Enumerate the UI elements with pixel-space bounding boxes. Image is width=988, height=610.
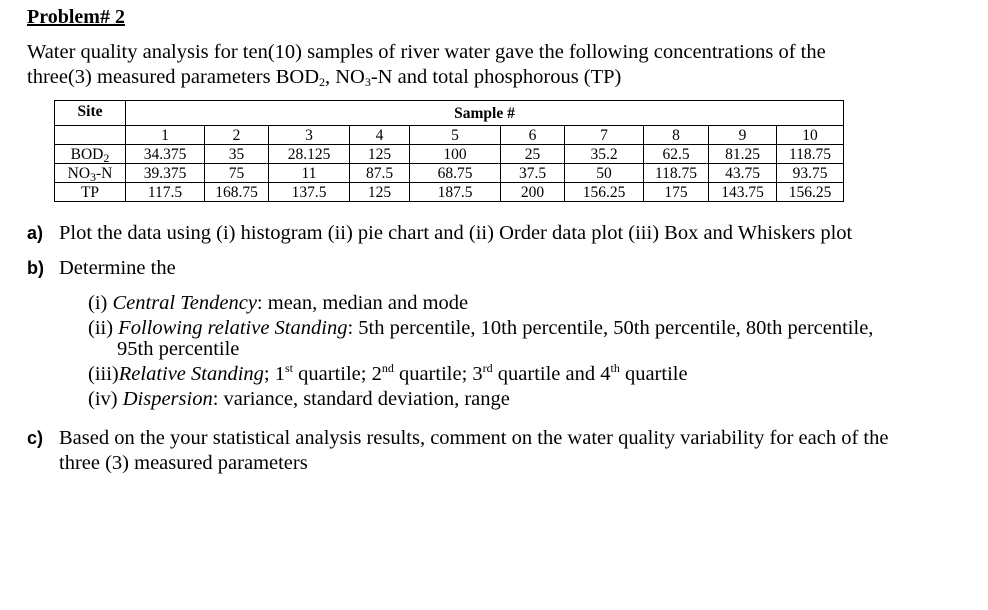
- sample-number: 8: [644, 126, 709, 145]
- subitem-iii: (iii)Relative Standing; 1st quartile; 2nd quartile; 3rd quartile and 4th quartile: [88, 361, 688, 385]
- sample-number: 1: [126, 126, 205, 145]
- row-label: TP: [55, 183, 126, 202]
- subitem-iv: (iv) Dispersion: variance, standard deviation, range: [88, 388, 510, 410]
- site-header: Site: [55, 101, 126, 126]
- table-cell: 35.2: [565, 145, 644, 164]
- intro-line-1: Water quality analysis for ten(10) samples of river water gave the following concentrations of the: [27, 41, 826, 63]
- table-cell: [55, 126, 126, 145]
- table-cell: 118.75: [644, 164, 709, 183]
- table-cell: 137.5: [269, 183, 350, 202]
- row-label: $BOD_2$: [55, 145, 126, 164]
- table-cell: 118.75: [777, 145, 844, 164]
- table-cell: 168.75: [205, 183, 269, 202]
- intro-line-2: three(3) measured parameters $BOD_2$, $NO_3-N$ and total phosphorous (TP): [27, 66, 622, 89]
- table-cell: 62.5: [644, 145, 709, 164]
- sample-number: 3: [269, 126, 350, 145]
- question-b-text: Determine the: [59, 257, 176, 279]
- table-cell: 81.25: [709, 145, 777, 164]
- table-cell: 11: [269, 164, 350, 183]
- sample-number: 2: [205, 126, 269, 145]
- table-cell: 200: [501, 183, 565, 202]
- subitem-ii: (ii) Following relative Standing: 5th percentile, 10th percentile, 50th percentile, 80th percentile,: [88, 317, 874, 339]
- problem-title: Problem# 2: [27, 6, 125, 28]
- table-cell: 37.5: [501, 164, 565, 183]
- table-cell: 25: [501, 145, 565, 164]
- table-cell: 50: [565, 164, 644, 183]
- sample-number: 5: [410, 126, 501, 145]
- question-c: [27, 426, 967, 476]
- question-c-line-2: three (3) measured parameters: [59, 452, 308, 474]
- sample-number-row: [55, 126, 844, 145]
- table-cell: 39.375: [126, 164, 205, 183]
- question-a: [27, 221, 852, 246]
- table-cell: 43.75: [709, 164, 777, 183]
- table-cell: 100: [410, 145, 501, 164]
- table-row-bod: [55, 145, 844, 164]
- sample-number: 6: [501, 126, 565, 145]
- table-row-tp: [55, 183, 844, 202]
- table-cell: 35: [205, 145, 269, 164]
- table-cell: 117.5: [126, 183, 205, 202]
- question-b: [27, 256, 176, 281]
- sample-number: 7: [565, 126, 644, 145]
- sample-header: Sample #: [126, 101, 844, 126]
- sample-number: 9: [709, 126, 777, 145]
- subitem-i: (i) Central Tendency: mean, median and mode: [88, 292, 469, 314]
- table-cell: 87.5: [350, 164, 410, 183]
- table-cell: 125: [350, 183, 410, 202]
- row-label: $NO_3-N$: [55, 164, 126, 183]
- table-cell: 28.125: [269, 145, 350, 164]
- sample-number: 10: [777, 126, 844, 145]
- question-a-text: Plot the data using (i) histogram (ii) pie chart and (ii) Order data plot (iii) Box and Whiskers plot: [59, 222, 853, 244]
- question-b-subitems: [88, 291, 968, 412]
- question-c-line-1: c) Based on the your statistical analysis results, comment on the water quality variability for each of the: [27, 427, 889, 449]
- table-cell: 187.5: [410, 183, 501, 202]
- table-cell: 93.75: [777, 164, 844, 183]
- subitem-ii-continued: 95th percentile: [117, 338, 240, 360]
- question-a-label: a): [27, 223, 44, 243]
- problem-intro: [27, 40, 957, 90]
- question-c-label: c): [27, 428, 44, 448]
- table-cell: 34.375: [126, 145, 205, 164]
- table-cell: 156.25: [777, 183, 844, 202]
- table-cell: 175: [644, 183, 709, 202]
- table-cell: 156.25: [565, 183, 644, 202]
- table-cell: 125: [350, 145, 410, 164]
- question-b-label: b): [27, 258, 44, 278]
- table-cell: 75: [205, 164, 269, 183]
- sample-data-table: [54, 100, 844, 202]
- table-cell: 68.75: [410, 164, 501, 183]
- sample-number: 4: [350, 126, 410, 145]
- table-row-no3n: [55, 164, 844, 183]
- table-cell: 143.75: [709, 183, 777, 202]
